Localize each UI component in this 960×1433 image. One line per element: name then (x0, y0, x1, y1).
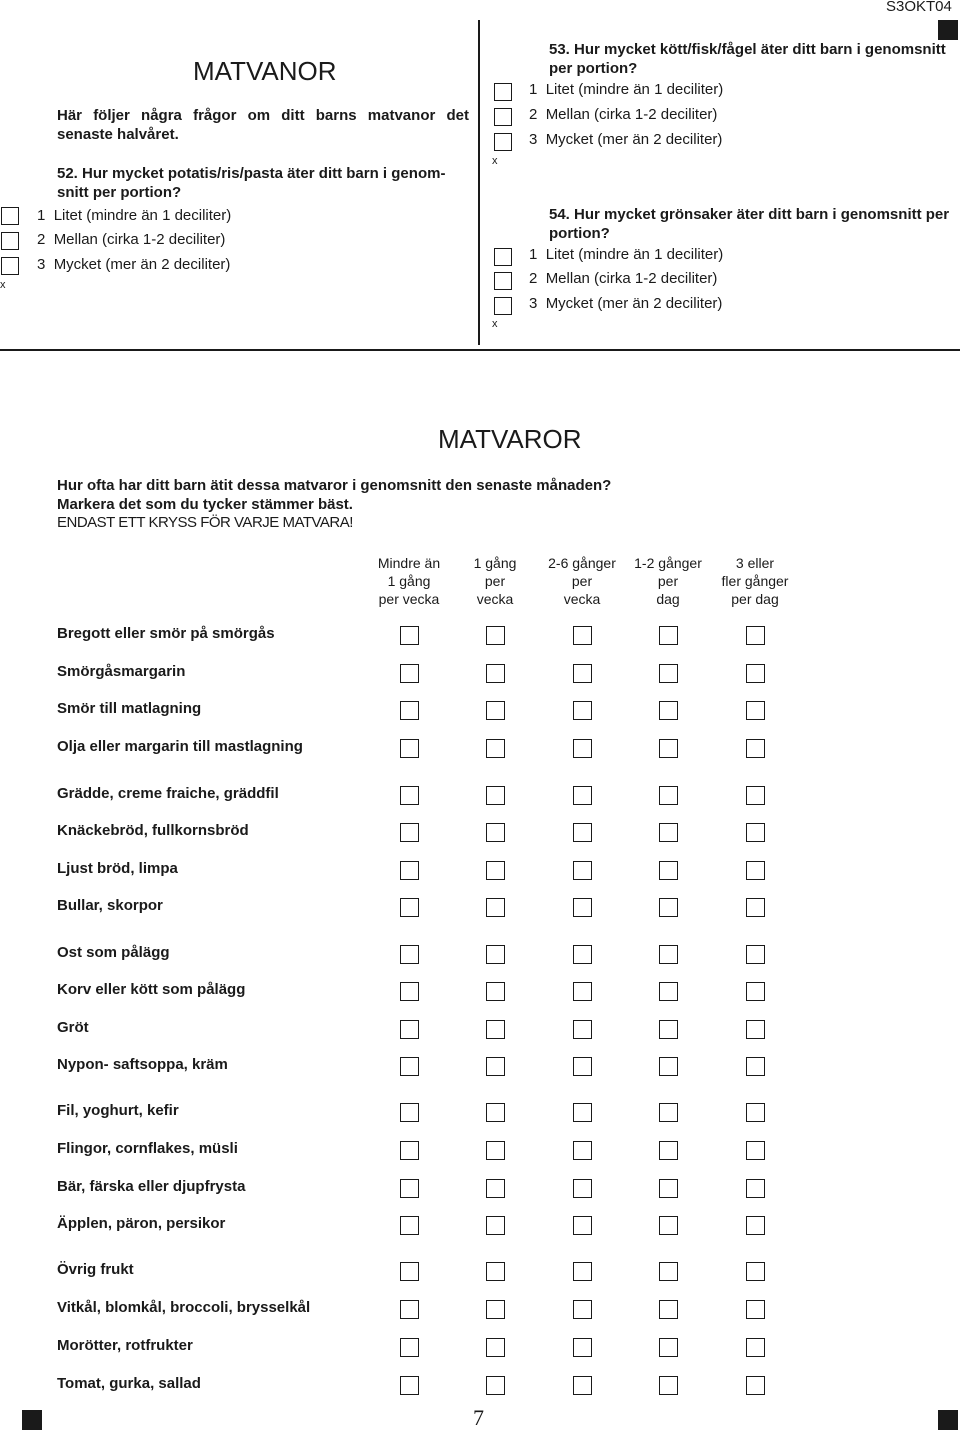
frequency-checkbox[interactable] (400, 898, 419, 917)
q52-x-mark: x (0, 279, 6, 291)
form-code: S3OKT04 (886, 0, 952, 15)
frequency-checkbox[interactable] (573, 861, 592, 880)
frequency-checkbox[interactable] (573, 1262, 592, 1281)
frequency-checkbox[interactable] (486, 1179, 505, 1198)
frequency-checkbox[interactable] (659, 1179, 678, 1198)
frequency-checkbox[interactable] (746, 1057, 765, 1076)
frequency-checkbox[interactable] (746, 739, 765, 758)
q53-option-3: 3 Mycket (mer än 2 deciliter) (529, 131, 723, 148)
frequency-checkbox[interactable] (573, 1103, 592, 1122)
frequency-checkbox[interactable] (400, 1103, 419, 1122)
matvanor-title: MATVANOR (193, 56, 337, 86)
frequency-checkbox[interactable] (573, 1057, 592, 1076)
frequency-checkbox[interactable] (746, 1103, 765, 1122)
food-item-label: Gröt (57, 1019, 89, 1036)
matvanor-intro: Här följer några frågor om ditt barns matvanor det senaste halvåret. (57, 107, 469, 143)
q54-option-1: 1 Litet (mindre än 1 deciliter) (529, 246, 724, 263)
frequency-checkbox[interactable] (486, 1057, 505, 1076)
frequency-checkbox[interactable] (573, 701, 592, 720)
frequency-checkbox[interactable] (659, 861, 678, 880)
column-header-line: 2-6 gånger (548, 555, 616, 571)
q54-option-2-checkbox[interactable] (494, 272, 512, 290)
column-header-line: per (657, 573, 679, 589)
question-54-text: 54. Hur mycket grönsaker äter ditt barn i genomsnitt per portion? (549, 206, 950, 242)
frequency-checkbox[interactable] (746, 823, 765, 842)
frequency-checkbox[interactable] (573, 739, 592, 758)
frequency-checkbox[interactable] (486, 1216, 505, 1235)
frequency-checkbox[interactable] (746, 861, 765, 880)
q53-option-2: 2 Mellan (cirka 1-2 deciliter) (529, 106, 718, 123)
frequency-checkbox[interactable] (400, 1216, 419, 1235)
frequency-checkbox[interactable] (400, 626, 419, 645)
frequency-checkbox[interactable] (659, 823, 678, 842)
frequency-checkbox[interactable] (573, 823, 592, 842)
frequency-checkbox[interactable] (659, 1376, 678, 1395)
frequency-checkbox[interactable] (746, 701, 765, 720)
column-header-line: per dag (731, 591, 779, 607)
frequency-checkbox[interactable] (746, 1216, 765, 1235)
q53-x-mark: x (492, 155, 498, 167)
frequency-checkbox[interactable] (746, 1338, 765, 1357)
frequency-checkbox[interactable] (400, 1179, 419, 1198)
food-item-label: Grädde, creme fraiche, gräddfil (57, 785, 279, 802)
frequency-checkbox[interactable] (400, 861, 419, 880)
q54-option-1-checkbox[interactable] (494, 248, 512, 266)
frequency-checkbox[interactable] (400, 982, 419, 1001)
column-header-line: 3 eller (735, 555, 775, 571)
column-divider (478, 20, 480, 345)
registration-mark-top-right (938, 20, 958, 40)
frequency-checkbox[interactable] (659, 1057, 678, 1076)
q54-option-2: 2 Mellan (cirka 1-2 deciliter) (529, 270, 718, 287)
frequency-checkbox[interactable] (486, 982, 505, 1001)
frequency-checkbox[interactable] (573, 786, 592, 805)
q53-option-1: 1 Litet (mindre än 1 deciliter) (529, 81, 724, 98)
frequency-checkbox[interactable] (659, 1103, 678, 1122)
food-item-label: Morötter, rotfrukter (57, 1337, 193, 1354)
frequency-checkbox[interactable] (400, 1057, 419, 1076)
frequency-checkbox[interactable] (486, 1300, 505, 1319)
frequency-checkbox[interactable] (659, 1338, 678, 1357)
frequency-checkbox[interactable] (746, 1300, 765, 1319)
frequency-checkbox[interactable] (573, 1338, 592, 1357)
registration-mark-bottom-right (938, 1410, 958, 1430)
frequency-checkbox[interactable] (746, 1376, 765, 1395)
food-item-label: Smör till matlagning (57, 700, 202, 717)
question-52-text: 52. Hur mycket potatis/ris/pasta äter ditt barn i genom-snitt per portion? (57, 165, 446, 201)
food-item-label: Korv eller kött som pålägg (57, 981, 246, 998)
frequency-checkbox[interactable] (746, 982, 765, 1001)
q53-option-1-checkbox[interactable] (494, 83, 512, 101)
food-item-label: Ost som pålägg (57, 944, 170, 961)
frequency-checkbox[interactable] (486, 626, 505, 645)
food-item-label: Knäckebröd, fullkornsbröd (57, 822, 249, 839)
frequency-checkbox[interactable] (486, 861, 505, 880)
frequency-checkbox[interactable] (659, 701, 678, 720)
frequency-checkbox[interactable] (400, 945, 419, 964)
frequency-checkbox[interactable] (486, 945, 505, 964)
frequency-checkbox[interactable] (486, 1020, 505, 1039)
frequency-checkbox[interactable] (659, 898, 678, 917)
frequency-checkbox[interactable] (486, 823, 505, 842)
matvaror-note: ENDAST ETT KRYSS FÖR VARJE MATVARA! (57, 514, 353, 531)
frequency-checkbox[interactable] (746, 786, 765, 805)
frequency-checkbox[interactable] (659, 739, 678, 758)
frequency-checkbox[interactable] (573, 1179, 592, 1198)
frequency-checkbox[interactable] (486, 1338, 505, 1357)
frequency-checkbox[interactable] (486, 701, 505, 720)
frequency-checkbox[interactable] (746, 1141, 765, 1160)
frequency-checkbox[interactable] (486, 1376, 505, 1395)
q53-option-3-checkbox[interactable] (494, 133, 512, 151)
food-item-label: Vitkål, blomkål, broccoli, brysselkål (57, 1299, 311, 1316)
column-header-line: per vecka (378, 591, 440, 607)
question-53-text: 53. Hur mycket kött/fisk/fågel äter ditt barn i genomsnitt per portion? (549, 41, 946, 77)
q52-option-3-checkbox[interactable] (1, 257, 19, 275)
frequency-checkbox[interactable] (400, 739, 419, 758)
food-item-label: Fil, yoghurt, kefir (57, 1102, 179, 1119)
frequency-checkbox[interactable] (573, 664, 592, 683)
frequency-checkbox[interactable] (746, 626, 765, 645)
frequency-checkbox[interactable] (659, 945, 678, 964)
section-divider (0, 349, 960, 351)
q54-option-3-checkbox[interactable] (494, 297, 512, 315)
food-item-label: Bullar, skorpor (57, 897, 163, 914)
frequency-checkbox[interactable] (486, 786, 505, 805)
food-item-label: Övrig frukt (57, 1261, 134, 1278)
frequency-checkbox[interactable] (573, 898, 592, 917)
frequency-column-header (700, 554, 810, 608)
frequency-checkbox[interactable] (659, 1141, 678, 1160)
frequency-checkbox[interactable] (573, 1300, 592, 1319)
frequency-checkbox[interactable] (746, 1179, 765, 1198)
q52-option-3: 3 Mycket (mer än 2 deciliter) (37, 256, 231, 273)
frequency-checkbox[interactable] (486, 1141, 505, 1160)
column-header-line: per (484, 573, 506, 589)
matvaror-question: Hur ofta har ditt barn ätit dessa matvaror i genomsnitt den senaste månaden? (57, 477, 612, 494)
frequency-checkbox[interactable] (400, 664, 419, 683)
frequency-checkbox[interactable] (659, 1262, 678, 1281)
frequency-checkbox[interactable] (573, 1020, 592, 1039)
column-header-line: fler gånger (721, 573, 789, 589)
food-item-label: Tomat, gurka, sallad (57, 1375, 201, 1392)
column-header-line: vecka (476, 591, 514, 607)
column-header-line: Mindre än (377, 555, 441, 571)
food-item-label: Bär, färska eller djupfrysta (57, 1178, 246, 1195)
frequency-checkbox[interactable] (659, 1216, 678, 1235)
frequency-checkbox[interactable] (573, 1376, 592, 1395)
q54-option-3: 3 Mycket (mer än 2 deciliter) (529, 295, 723, 312)
frequency-checkbox[interactable] (573, 1216, 592, 1235)
column-header-line: vecka (563, 591, 601, 607)
frequency-checkbox[interactable] (400, 1338, 419, 1357)
food-item-label: Smörgåsmargarin (57, 663, 186, 680)
frequency-checkbox[interactable] (746, 898, 765, 917)
frequency-checkbox[interactable] (746, 945, 765, 964)
frequency-checkbox[interactable] (486, 1103, 505, 1122)
frequency-checkbox[interactable] (573, 1141, 592, 1160)
frequency-checkbox[interactable] (573, 626, 592, 645)
q52-option-2-checkbox[interactable] (1, 232, 19, 250)
frequency-checkbox[interactable] (659, 982, 678, 1001)
column-header-line: 1 gång (387, 573, 431, 589)
food-item-label: Bregott eller smör på smörgås (57, 625, 275, 642)
frequency-checkbox[interactable] (400, 1020, 419, 1039)
frequency-checkbox[interactable] (400, 1141, 419, 1160)
frequency-checkbox[interactable] (746, 664, 765, 683)
frequency-checkbox[interactable] (659, 664, 678, 683)
frequency-checkbox[interactable] (486, 1262, 505, 1281)
page-number: 7 (473, 1405, 484, 1430)
q52-option-1: 1 Litet (mindre än 1 deciliter) (37, 207, 232, 224)
registration-mark-bottom-left (22, 1410, 42, 1430)
q52-option-2: 2 Mellan (cirka 1-2 deciliter) (37, 231, 226, 248)
food-item-label: Ljust bröd, limpa (57, 860, 178, 877)
column-header-line: per (571, 573, 593, 589)
frequency-checkbox[interactable] (573, 945, 592, 964)
frequency-checkbox[interactable] (746, 1020, 765, 1039)
column-header-line: dag (656, 591, 680, 607)
matvaror-instruction: Markera det som du tycker stämmer bäst. (57, 496, 353, 513)
frequency-checkbox[interactable] (746, 1262, 765, 1281)
frequency-checkbox[interactable] (659, 786, 678, 805)
frequency-checkbox[interactable] (486, 664, 505, 683)
column-header-line: 1 gång (473, 555, 517, 571)
q54-x-mark: x (492, 318, 498, 330)
frequency-checkbox[interactable] (573, 982, 592, 1001)
frequency-checkbox[interactable] (400, 823, 419, 842)
food-item-label: Olja eller margarin till mastlagning (57, 738, 303, 755)
q52-option-1-checkbox[interactable] (1, 207, 19, 225)
frequency-checkbox[interactable] (400, 1376, 419, 1395)
frequency-checkbox[interactable] (400, 786, 419, 805)
frequency-checkbox[interactable] (659, 1300, 678, 1319)
frequency-checkbox[interactable] (659, 1020, 678, 1039)
frequency-checkbox[interactable] (486, 739, 505, 758)
frequency-checkbox[interactable] (400, 1300, 419, 1319)
matvaror-title: MATVAROR (438, 424, 582, 454)
frequency-checkbox[interactable] (400, 701, 419, 720)
frequency-checkbox[interactable] (659, 626, 678, 645)
column-header-line: 1-2 gånger (634, 555, 702, 571)
food-item-label: Flingor, cornflakes, müsli (57, 1140, 238, 1157)
frequency-checkbox[interactable] (400, 1262, 419, 1281)
food-item-label: Nypon- saftsoppa, kräm (57, 1056, 228, 1073)
food-item-label: Äpplen, päron, persikor (57, 1215, 226, 1232)
frequency-checkbox[interactable] (486, 898, 505, 917)
q53-option-2-checkbox[interactable] (494, 108, 512, 126)
